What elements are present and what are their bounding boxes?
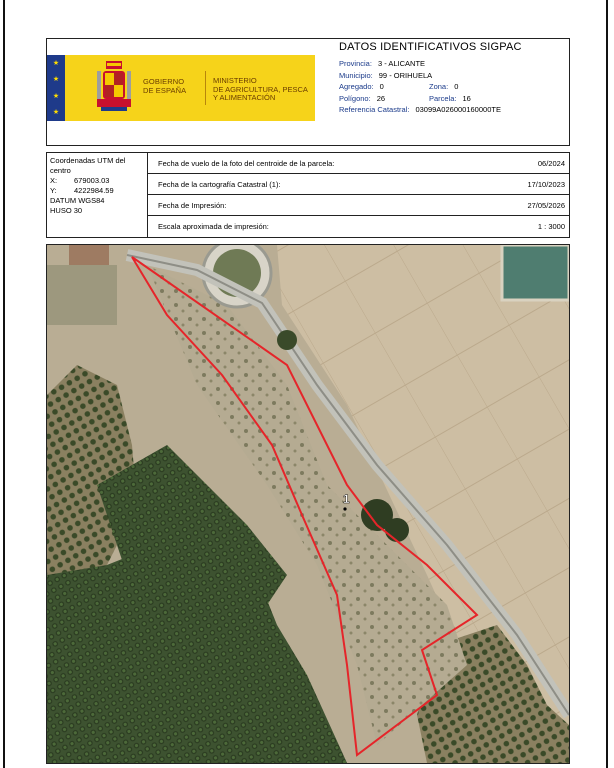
- poligono-value: 26: [376, 93, 386, 103]
- provincia-row: [339, 58, 569, 70]
- parcela-value: 16: [462, 93, 471, 103]
- utm-huso: HUSO 30: [50, 206, 83, 215]
- referencia-label: Referencia Catastral:: [339, 105, 410, 114]
- info-box: [46, 152, 570, 238]
- provincia-label: Provincia:: [339, 59, 372, 68]
- utm-coordinates: [47, 153, 148, 237]
- sigpac-data: [339, 41, 569, 116]
- utm-x-value: 679003.03: [74, 176, 110, 185]
- date-value: 27/05/2026: [527, 200, 565, 210]
- municipio-label: Municipio:: [339, 70, 373, 80]
- sigpac-title: DATOS IDENTIFICATIVOS SIGPAC: [339, 41, 522, 53]
- municipio-value: 99 - ORIHUELA: [378, 70, 433, 80]
- date-value: 17/10/2023: [527, 179, 565, 189]
- page-border-right: [606, 0, 608, 768]
- logo-divider: [205, 71, 206, 105]
- date-value: 06/2024: [537, 158, 565, 168]
- ministry-name: [213, 77, 313, 103]
- government-name: [143, 77, 186, 95]
- ministry-line-2: DE AGRICULTURA, PESCA: [213, 84, 308, 94]
- date-value: 1 : 3000: [537, 222, 565, 231]
- date-row-escala: [148, 216, 569, 237]
- utm-y-row: [50, 186, 144, 196]
- municipio-row: [339, 70, 569, 82]
- date-row-vuelo: [148, 153, 569, 174]
- date-label: Fecha de la cartografía Catastral (1):: [158, 179, 281, 189]
- utm-y-label: Y:: [50, 186, 57, 195]
- government-line-2: DE ESPAÑA: [143, 86, 187, 95]
- referencia-row: [339, 104, 569, 116]
- utm-datum: DATUM WGS84: [50, 196, 105, 205]
- poligono-parcela-row: [339, 93, 569, 105]
- parcel-number-label: 1: [343, 492, 350, 506]
- parcel-centroid-icon: [343, 507, 346, 510]
- zona-value: 0: [454, 82, 459, 91]
- ministry-line-3: Y ALIMENTACIÓN: [213, 93, 276, 102]
- aerial-map[interactable]: [46, 244, 570, 764]
- agregado-zona-row: [339, 81, 569, 93]
- utm-title: Coordenadas UTM del centro: [50, 156, 126, 175]
- agregado-label: Agregado:: [339, 82, 374, 91]
- parcela-label: Parcela:: [429, 93, 457, 103]
- date-row-cartografia: [148, 174, 569, 195]
- agregado-value: 0: [379, 82, 384, 91]
- utm-x-row: [50, 176, 144, 186]
- utm-x-label: X:: [50, 176, 58, 185]
- date-label: Fecha de vuelo de la foto del centroide de la parcela:: [158, 158, 335, 168]
- utm-y-value: 4222984.59: [74, 186, 114, 195]
- coat-of-arms-icon: [97, 61, 131, 113]
- date-row-impresion: [148, 195, 569, 216]
- ministry-line-1: MINISTERIO: [213, 76, 257, 85]
- provincia-value: 3 - ALICANTE: [377, 59, 426, 68]
- header-box: [46, 38, 570, 146]
- zona-label: Zona:: [429, 82, 449, 91]
- eu-flag-icon: ★ ★ ★ ★: [47, 55, 65, 121]
- dates-table: [148, 153, 569, 237]
- date-label: Escala aproximada de impresión:: [158, 222, 269, 231]
- aerial-photo: [47, 245, 569, 763]
- page-border-left: [3, 0, 5, 768]
- date-label: Fecha de Impresión:: [158, 200, 227, 210]
- government-line-1: GOBIERNO: [143, 77, 185, 86]
- government-logo: [65, 55, 315, 121]
- referencia-value: 03099A026000160000TE: [415, 105, 501, 114]
- poligono-label: Polígono:: [339, 93, 371, 103]
